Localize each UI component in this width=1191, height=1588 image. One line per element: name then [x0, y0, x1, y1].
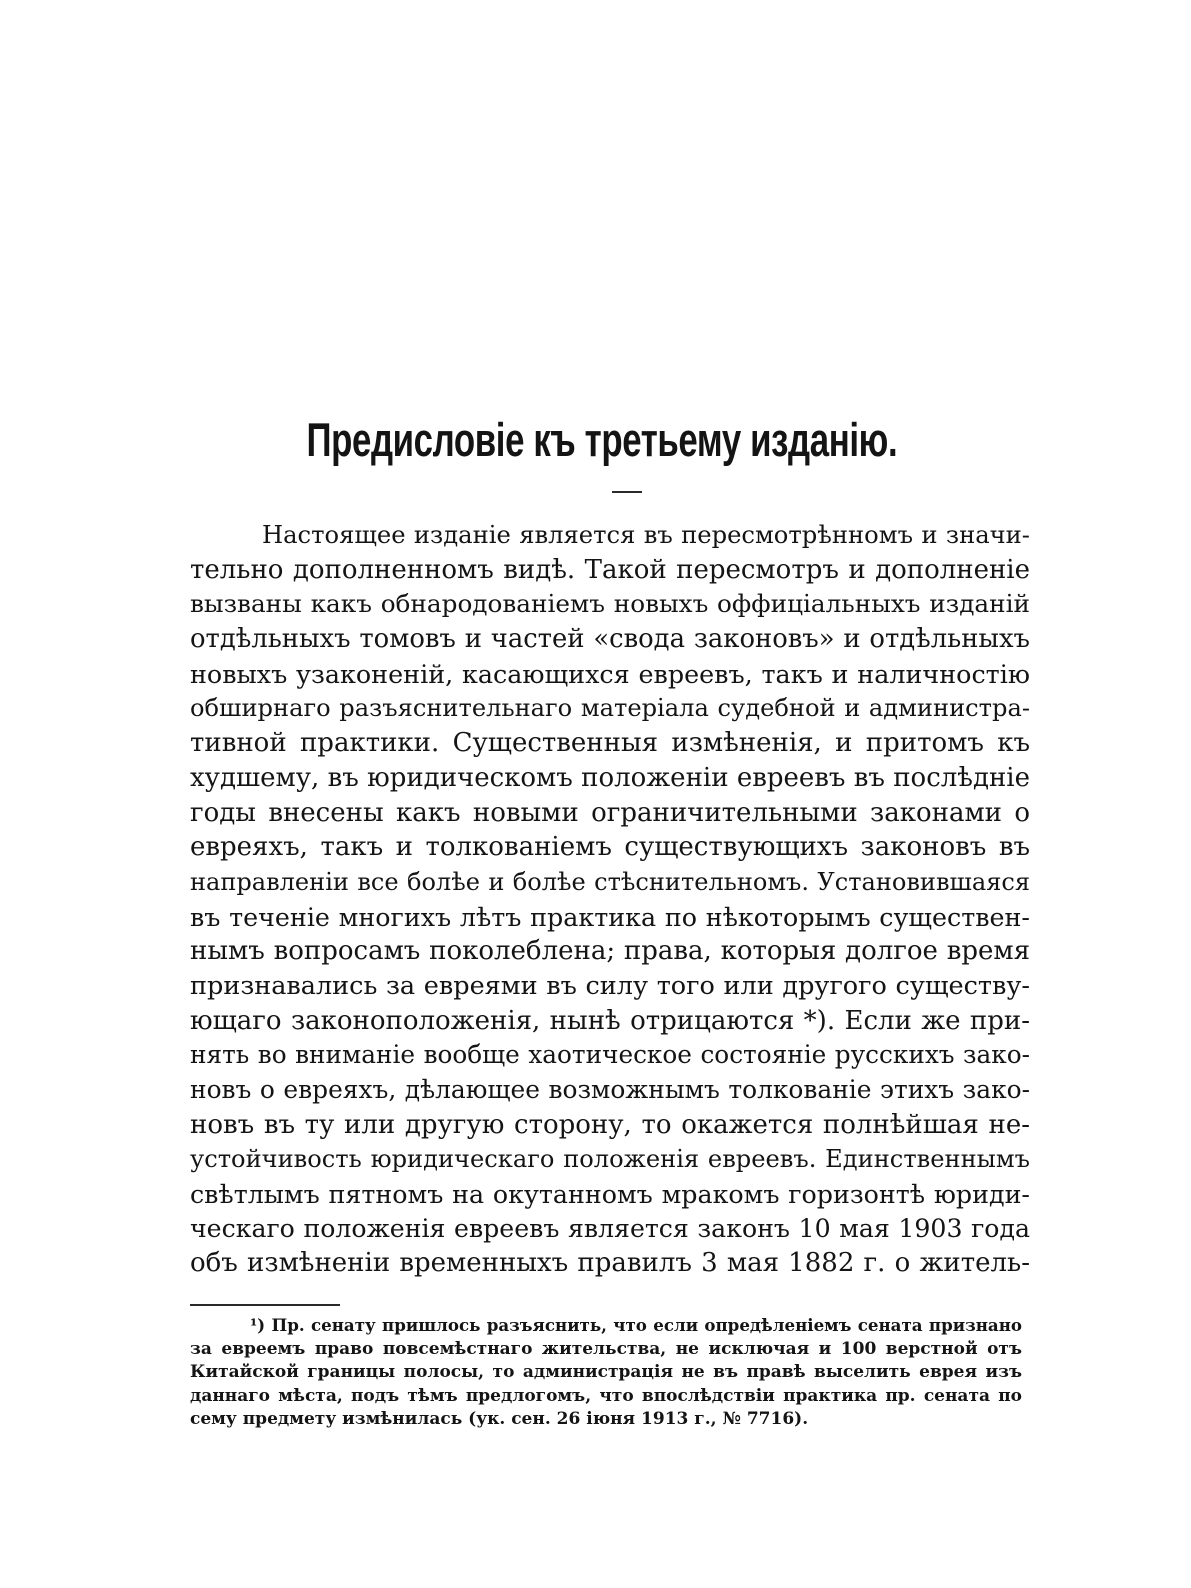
body-line: новыхъ узаконеній, касающихся евреевъ, такъ и наличностію: [190, 658, 1030, 689]
body-line: нять во вниманіе вообще хаотическое состояніе русскихъ зако-: [190, 1040, 1030, 1070]
body-line: Настоящее изданіе является въ пересмотрѣнномъ и значи-: [262, 521, 1030, 549]
body-line: въ теченіе многихъ лѣтъ практика по нѣкоторымъ существен-: [190, 901, 1030, 932]
body-line: ющаго законоположенія, нынѣ отрицаются *). Если же при-: [190, 1005, 1030, 1036]
body-line: устойчивость юридическаго положенія евреевъ. Единственнымъ: [190, 1145, 1030, 1174]
footnote-line: Китайской границы полосы, то администрація не въ правѣ выселить еврея изъ: [190, 1362, 1022, 1383]
body-line: евреяхъ, такъ и толкованіемъ существующихъ законовъ въ: [190, 832, 1030, 863]
body-line: объ измѣненіи временныхъ правилъ 3 мая 1882 г. о житель-: [190, 1248, 1030, 1279]
body-line: новъ въ ту или другую сторону, то окажется полнѣйшая не-: [190, 1109, 1030, 1140]
footnote-line: сему предмету измѣнилась (ук. сен. 26 іюня 1913 г., № 7716).: [190, 1409, 809, 1430]
footnote-line: даннаго мѣста, подъ тѣмъ предлогомъ, что впослѣдствіи практика пр. сената по: [190, 1385, 1022, 1406]
body-text: [190, 518, 1030, 1281]
body-line: обширнаго разъяснительнаго матеріала судебной и администра-: [190, 694, 1030, 723]
page-title: Предисловіе къ третьему изданію.: [306, 413, 898, 466]
body-line: ческаго положенія евреевъ является законъ 10 мая 1903 года: [190, 1213, 1030, 1243]
title-divider: [612, 491, 642, 493]
footnote: [190, 1314, 1022, 1432]
body-line: признавались за евреями въ силу того или другого существу-: [190, 970, 1030, 1001]
body-line: свѣтлымъ пятномъ на окутанномъ мракомъ горизонтѣ юриди-: [190, 1179, 1030, 1210]
body-line: тельно дополненномъ видѣ. Такой пересмотръ и дополненіе: [190, 554, 1030, 585]
body-line: направленіи все болѣе и болѣе стѣснительномъ. Установившаяся: [190, 867, 1030, 896]
footnote-line: ¹) Пр. сенату пришлось разъяснить, что если опредѣленіемъ сената признано: [250, 1315, 1022, 1335]
footnote-divider: [190, 1304, 340, 1306]
body-line: отдѣльныхъ томовъ и частей «свода законовъ» и отдѣльныхъ: [190, 624, 1030, 655]
body-line: годы внесены какъ новыми ограничительными законами о: [190, 797, 1030, 828]
body-line: худшему, въ юридическомъ положеніи евреевъ въ послѣдніе: [190, 762, 1030, 793]
footnote-line: за евреемъ право повсемѣстнаго жительства, не исключая и 100 верстной отъ: [190, 1338, 1022, 1359]
body-line: нымъ вопросамъ поколеблена; права, которыя долгое время: [190, 936, 1030, 967]
body-line: тивной практики. Существенныя измѣненія, и притомъ къ: [190, 728, 1030, 759]
body-line: новъ о евреяхъ, дѣлающее возможнымъ толкованіе этихъ зако-: [190, 1075, 1030, 1104]
body-line: вызваны какъ обнародованіемъ новыхъ оффиціальныхъ изданій: [190, 589, 1030, 619]
